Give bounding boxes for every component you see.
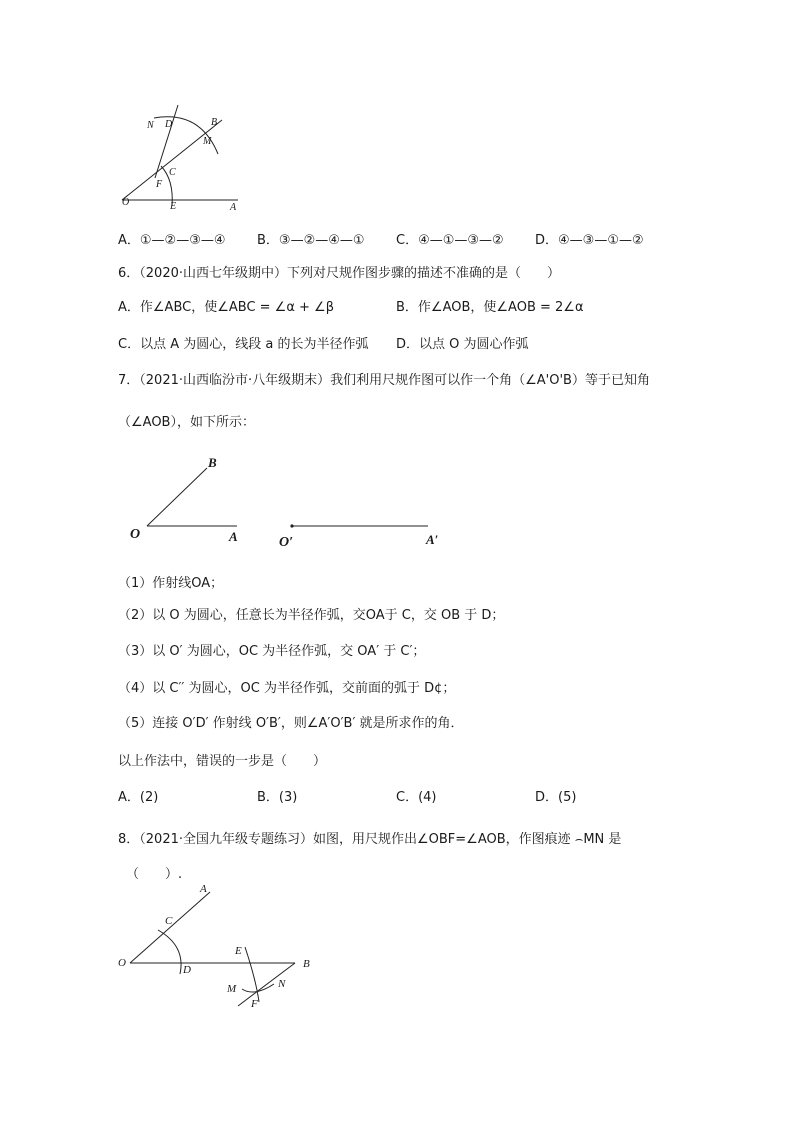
q7-question: 以上作法中，错误的一步是（ ） xyxy=(118,754,327,769)
figure-angle-obf xyxy=(110,880,330,1015)
label-B: B xyxy=(211,117,218,128)
label-A-prime: A′ xyxy=(426,532,439,547)
label-N: N xyxy=(278,978,286,990)
q6-option-d[interactable]: D．以点 O 为圆心作弧 xyxy=(396,337,529,352)
label-C: C xyxy=(165,915,173,927)
label-A: A xyxy=(229,529,238,544)
label-A: A xyxy=(200,883,207,895)
label-E: E xyxy=(235,945,242,957)
q7-step-5: （5）连接 O′D′ 作射线 O′B′，则∠A′O′B′ 就是所求作的角． xyxy=(118,716,464,731)
q5-option-c[interactable]: C．④—①—③—② xyxy=(396,233,504,248)
label-A: A xyxy=(230,202,237,213)
q7-stem-line1: 7．（2021·山西临汾市·八年级期末）我们利用尺规作图可以作一个角（∠A'O'B）等于已知角 xyxy=(118,373,650,388)
label-M: M xyxy=(227,983,237,995)
figure-angle-aob xyxy=(125,450,455,555)
q7-option-c[interactable]: C．(4) xyxy=(396,790,437,805)
label-O-prime: O′ xyxy=(279,535,294,550)
label-M: M xyxy=(203,136,212,147)
label-B: B xyxy=(303,958,310,970)
q7-step-3: （3）以 O′ 为圆心，OC 为半径作弧，交 OA′ 于 C′； xyxy=(118,644,426,659)
figure-angle-construction-1 xyxy=(110,100,260,215)
q7-step-2: （2）以 O 为圆心，任意长为半径作弧，交OA于 C，交 OB 于 D； xyxy=(118,608,505,623)
q5-option-d[interactable]: D．④—③—①—② xyxy=(535,233,644,248)
q7-step-1: （1）作射线OA； xyxy=(118,576,224,591)
label-O: O xyxy=(122,197,130,208)
q7-option-a[interactable]: A．(2) xyxy=(118,790,159,805)
q7-stem-line2: （∠AOB），如下所示： xyxy=(118,415,255,430)
label-C: C xyxy=(169,167,176,178)
q6-option-b[interactable]: B．作∠AOB，使∠AOB = 2∠α xyxy=(396,300,584,315)
label-O: O xyxy=(118,957,126,969)
label-O: O xyxy=(130,527,141,542)
label-E: E xyxy=(170,201,177,212)
q8-stem: 8．（2021·全国九年级专题练习）如图，用尺规作出∠OBF=∠AOB，作图痕迹 ⌢MN 是 xyxy=(118,832,622,847)
q7-option-d[interactable]: D．(5) xyxy=(535,790,577,805)
label-F: F xyxy=(156,179,163,190)
q7-step-4: （4）以 C′′ 为圆心，OC 为半径作弧，交前面的弧于 D¢； xyxy=(118,681,456,696)
label-D: D xyxy=(165,119,173,130)
q6-stem: 6．（2020·山西七年级期中）下列对尺规作图步骤的描述不准确的是（ ） xyxy=(118,266,560,281)
q8-paren: （ ）. xyxy=(126,867,183,882)
q7-option-b[interactable]: B．(3) xyxy=(257,790,298,805)
q5-option-a[interactable]: A．①—②—③—④ xyxy=(118,233,226,248)
q6-option-a[interactable]: A．作∠ABC，使∠ABC = ∠α + ∠β xyxy=(118,300,335,315)
q5-option-b[interactable]: B．③—②—④—① xyxy=(257,233,365,248)
label-N: N xyxy=(147,120,154,131)
label-B: B xyxy=(208,455,217,470)
label-D: D xyxy=(183,964,191,976)
label-F: F xyxy=(251,998,258,1010)
q6-option-c[interactable]: C．以点 A 为圆心，线段 a 的长为半径作弧 xyxy=(118,337,369,352)
